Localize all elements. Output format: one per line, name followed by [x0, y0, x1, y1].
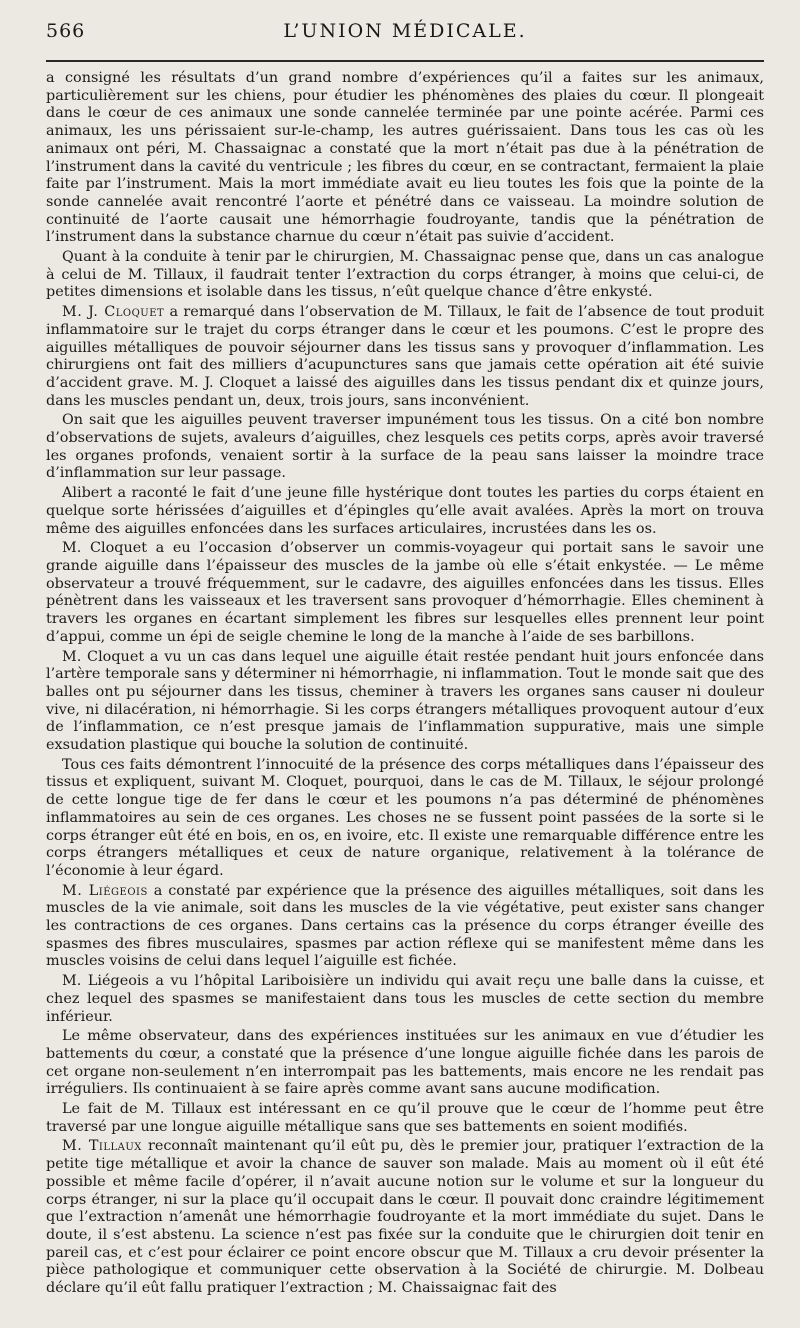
paragraph-text: Alibert a raconté le fait d’une jeune fille hystérique dont toutes les parties du corps étaient en quelque sorte hérissées d’aiguilles et d’épingles qu’elle avait avalées. Après la mort on trouva même des aiguilles enfoncées dans les surfaces articulaires, incrustées dans les os. [46, 485, 764, 537]
paragraph [46, 485, 764, 538]
paragraph [46, 412, 764, 483]
paragraph-text: Le fait de M. Tillaux est intéressant en ce qu’il prouve que le cœur de l’homme peut être traversé par une longue aiguille métallique sans que ses battements en soient modifiés. [46, 1101, 764, 1135]
paragraph-text: Quant à la conduite à tenir par le chirurgien, M. Chassaignac pense que, dans un cas analogue à celui de M. Tillaux, il faudrait tenter l’extraction du corps étranger, à moins que celui-ci, de petites dimensions et isolable dans les tissus, n’eût quelque chance d’être enkysté. [46, 249, 764, 301]
page-number: 566 [46, 20, 86, 42]
paragraph-text: M. Liégeois a vu l’hôpital Lariboisière un individu qui avait reçu une balle dans la cuisse, et chez lequel des spasmes se manifestaient dans tous les muscles de cette section du membre inférieur. [46, 973, 764, 1025]
paragraph-text: a constaté par expérience que la présence des aiguilles métalliques, soit dans les muscles de la vie animale, soit dans les muscles de la vie végétative, peut exister sans changer les contractions de ces organes. Dans certains cas la présence du corps étranger éveille des spasmes des fibres musculaires, spasmes par action réflexe qui se manifestent même dans les muscles voisins de celui dans lequel l’aiguille est fichée. [46, 882, 764, 970]
paragraph [46, 757, 764, 881]
paragraph-text: a consigné les résultats d’un grand nombre d’expériences qu’il a faites sur les animaux, particulièrement sur les chiens, pour étudier les phénomènes des plaies du cœur. Il plongeait dans le cœur de ces animaux une sonde cannelée terminée par une pointe acérée. Parmi ces animaux, les uns périssaient sur-le-champ, les autres guérissaient. Dans tous les cas où les animaux ont péri, M. Chassaignac a constaté que la mort n’était pas due à la pénétration de l’instrument dans la cavité du ventricule ; les fibres du cœur, en se contractant, fermaient la plaie faite par l’instrument. Mais la mort immédiate avait eu lieu toutes les fois que la pointe de la sonde cannelée avait rencontré l’aorte et pénétré dans ce vaisseau. La moindre solution de continuité de l’aorte causait une hémorrhagie foudroyante, tandis que la pénétration de l’instrument dans la substance charnue du cœur n’était pas suivie d’accident. [46, 70, 764, 246]
paragraph-text: a remarqué dans l’observation de M. Tillaux, le fait de l’absence de tout produit inflammatoire sur le trajet du corps étranger dans le cœur et les poumons. C’est le propre des aiguilles métalliques de pouvoir séjourner dans les tissus sans y provoquer d’inflammation. Les chirurgiens ont fait des milliers d’acupunctures sans que jamais cette opération ait été suivie d’accident grave. M. J. Cloquet a laissé des aiguilles dans les tissus pendant dix et quinze jours, dans les muscles pendant un, deux, trois jours, sans inconvénient. [46, 304, 764, 409]
paragraph [46, 70, 764, 247]
paragraph [46, 304, 764, 410]
header-rule [46, 60, 764, 62]
paragraph-text: reconnaît maintenant qu’il eût pu, dès le premier jour, pratiquer l’extraction de la petite tige métallique et avoir la chance de sauver son malade. Mais au moment où il eût été possible et même facile d’opérer, il n’avait aucune notion sur le volume et sur la longueur du corps étranger, ni sur la place qu’il occupait dans le cœur. Il pouvait donc craindre légitimement que l’extraction n’amenât une hémorrhagie foudroyante et la mort immédiate du sujet. Dans le doute, il s’est abstenu. La science n’est pas fixée sur la conduite que le chirurgien doit tenir en pareil cas, et c’est pour éclairer ce point encore obscur que M. Tillaux a cru devoir présenter la pièce pathologique et communiquer cette observation à la Société de chirurgie. M. Dolbeau déclare qu’il eût fallu pratiquer l’extraction ; M. Chaissaignac fait des [46, 1138, 764, 1297]
paragraph [46, 883, 764, 972]
paragraph-text: Le même observateur, dans des expériences instituées sur les animaux en vue d’étudier les battements du cœur, a constaté que la présence d’une longue aiguille fichée dans les parois de cet organe non-seulement n’en interrompait pas les battements, mais encore ne les rendait pas irréguliers. Ils continuaient à se faire après comme avant sans aucune modification. [46, 1028, 764, 1098]
speaker-name: M. Tillaux [62, 1138, 142, 1155]
speaker-name: M. J. Cloquet [62, 304, 165, 321]
paragraph [46, 1028, 764, 1099]
paragraph [46, 649, 764, 755]
page-header [46, 14, 764, 44]
paragraph [46, 1101, 764, 1136]
paragraph [46, 249, 764, 302]
paragraph-text: M. Cloquet a vu un cas dans lequel une aiguille était restée pendant huit jours enfoncée dans l’artère temporale sans y déterminer ni hémorrhagie, ni inflammation. Tout le monde sait que des balles ont pu séjourner dans les tissus, cheminer à travers les organes sans causer ni douleur vive, ni dilacération, ni hémorrhagie. Si les corps étrangers métalliques provoquent autour d’eux de l’inflammation, ce n’est presque jamais de l’inflammation suppurative, mais une simple exsudation plastique qui bouche la solution de continuité. [46, 648, 764, 754]
paragraph-text: On sait que les aiguilles peuvent traverser impunément tous les tissus. On a cité bon nombre d’observations de sujets, avaleurs d’aiguilles, chez lesquels ces petits corps, après avoir traversé les organes profonds, venaient sortir à la surface de la peau sans laisser la moindre trace d’inflammation sur leur passage. [46, 412, 764, 482]
paragraph [46, 973, 764, 1026]
speaker-name: M. Liégeois [62, 882, 148, 899]
paragraph [46, 1138, 764, 1297]
running-title: L’UNION MÉDICALE. [283, 20, 527, 42]
paragraph-text: M. Cloquet a eu l’occasion d’observer un commis-voyageur qui portait sans le savoir une grande aiguille dans l’épaisseur des muscles de la jambe où elle s’était enkystée. — Le même observateur a trouvé fréquemment, sur le cadavre, des aiguilles enfoncées dans les tissus. Elles pénètrent dans les vaisseaux et les traversent sans provoquer d’hémorrhagie. Elles cheminent à travers les organes en écartant simplement les fibres sur lesquelles elles prennent leur point d’appui, comme un épi de seigle chemine le long de la manche à l’aide de ses barbillons. [46, 540, 764, 645]
article-body [46, 70, 764, 1298]
paragraph-text: Tous ces faits démontrent l’innocuité de la présence des corps métalliques dans l’épaisseur des tissus et expliquent, suivant M. Cloquet, pourquoi, dans le cas de M. Tillaux, le séjour prolongé de cette longue tige de fer dans le cœur et les poumons n’a pas déterminé de phénomènes inflammatoires au sein de ces organes. Les choses ne se fussent point passées de la sorte si le corps étranger eût été en bois, en os, en ivoire, etc. Il existe une remarquable différence entre les corps étrangers métalliques et ceux de nature organique, relativement à la tolérance de l’économie à leur égard. [46, 756, 764, 879]
paragraph [46, 540, 764, 646]
